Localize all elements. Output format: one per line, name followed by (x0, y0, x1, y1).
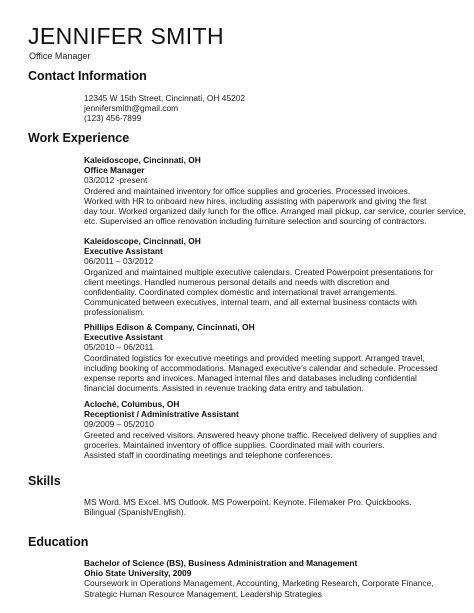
job-desc-line: Worked with HR to onboard new hires, including assisting with paperwork and giving the first (84, 195, 427, 206)
job-role: Executive Assistant (84, 246, 163, 257)
job-role: Receptionist / Administrative Assistant (84, 409, 239, 420)
job-desc-line: groceries. Maintained inventory of office supplies. Coordinated mail with couriers. (84, 439, 385, 450)
education-line: Strategic Human Resource Management, Leadership Strategies (84, 588, 322, 599)
job-desc-line: including booking of accommodations. Managed executive’s calendar and schedule. Processed (84, 362, 438, 373)
job-role: Office Manager (84, 165, 145, 176)
skills-line: Bilingual (Spanish/English). (84, 507, 186, 518)
job-desc-line: Greeted and received visitors. Answered heavy phone traffic. Received delivery of supplies and (84, 429, 437, 440)
education-school: Ohio State University, 2009 (84, 568, 192, 579)
job-desc-line: Coordinated logistics for executive meetings and provided meeting support. Arranged travel, (84, 352, 425, 363)
job-desc-line: etc. Supervised an office renovation including furniture selection and sourcing of contractors. (84, 216, 427, 227)
job-entry (84, 236, 454, 318)
job-role: Executive Assistant (84, 332, 163, 343)
job-desc-line: professionalism. (84, 307, 145, 318)
job-desc-line: Communicated between executives, internal team, and all external business contacts with (84, 297, 417, 308)
job-desc-line: Organized and maintained multiple executive calendars. Created Powerpoint presentations for (84, 266, 434, 277)
education-heading: Education (28, 535, 89, 549)
job-desc-line: expense reports and invoices. Managed internal files and databases including confidential (84, 373, 417, 384)
job-company: Kaleidoscope, Cincinnati, OH (84, 155, 201, 165)
skills-block (84, 497, 454, 517)
job-dates: 05/2010 – 06/2011 (84, 342, 154, 353)
job-dates: 03/2012 -present (84, 175, 148, 186)
job-desc-line: confidentiality. Coordinated complex domestic and international travel arrangements. (84, 287, 398, 298)
job-company: Acloché, Columbus, OH (84, 399, 180, 409)
job-desc-line: financial documents. Assisted in revenue tracking data entry and tabulation. (84, 383, 364, 394)
contact-heading: Contact Information (28, 69, 147, 83)
job-desc-line: client meetings. Handled numerous personal details and needs with discretion and (84, 276, 390, 287)
candidate-title: Office Manager (29, 51, 91, 61)
skills-heading: Skills (28, 474, 61, 488)
job-entry (84, 322, 454, 393)
candidate-name: JENNIFER SMITH (28, 23, 224, 49)
experience-heading: Work Experience (28, 131, 130, 145)
job-company: Kaleidoscope, Cincinnati, OH (84, 236, 201, 246)
contact-phone: (123) 456-7899 (84, 113, 142, 124)
education-degree: Bachelor of Science (BS), Business Administration and Management (84, 558, 358, 568)
job-entry (84, 155, 466, 227)
job-company: Phillips Edison & Company, Cincinnati, OH (84, 322, 255, 332)
contact-block (84, 93, 454, 124)
job-desc-line: day tour. Worked organized daily lunch for the office. Arranged mail pickup, car service, courier service, (84, 206, 466, 217)
job-desc-line: Assisted staff in coordinating meetings and telephone conferences. (84, 450, 333, 461)
job-desc-line: Ordered and maintained inventory for office supplies and groceries. Processed invoices. (84, 185, 411, 196)
contact-address: 12345 W 15th Street, Cincinnati, OH 45202 (84, 93, 246, 103)
skills-line: MS Word. MS Excel. MS Outlook. MS Powerpoint. Keynote. Filemaker Pro. Quickbooks. (84, 497, 412, 507)
contact-email: jennifersmith@gmail.com (84, 103, 179, 114)
job-dates: 06/2011 – 03/2012 (84, 256, 154, 267)
education-block (84, 558, 454, 599)
education-line: Coursework in Operations Management, Accounting, Marketing Research, Corporate Finance, (84, 578, 434, 589)
job-dates: 09/2009 – 05/2010 (84, 419, 154, 430)
job-entry (84, 399, 454, 460)
